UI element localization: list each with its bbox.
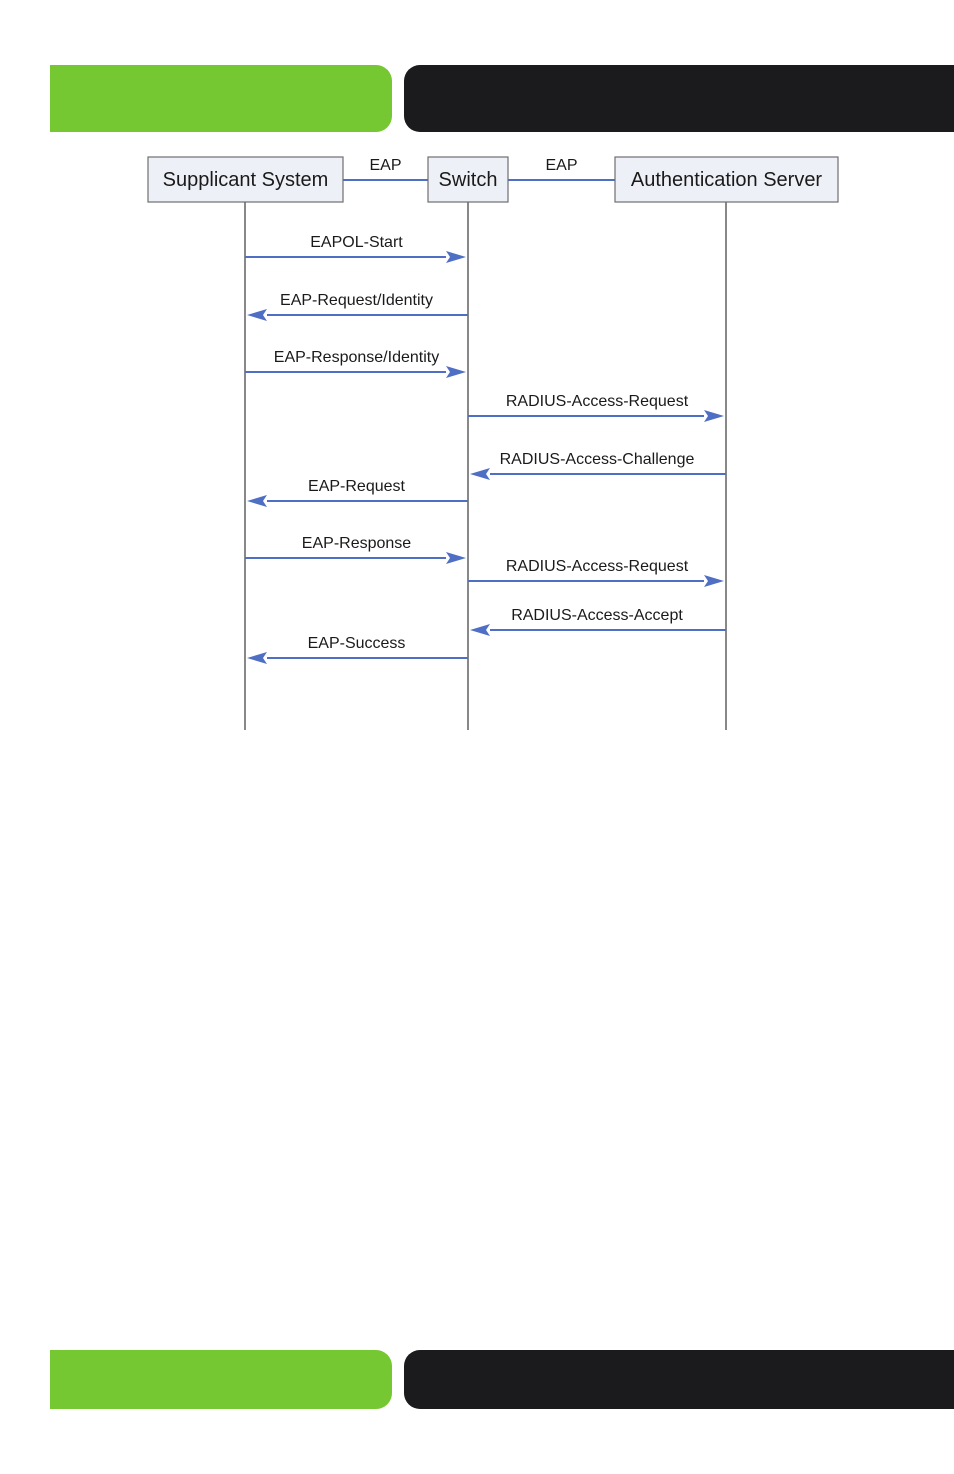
- message-label-1: EAP-Request/Identity: [280, 292, 433, 309]
- message-label-7: RADIUS-Access-Request: [505, 558, 689, 575]
- message-arrowhead-0: [446, 251, 466, 263]
- message-arrowhead-4: [470, 468, 490, 480]
- message-label-9: EAP-Success: [307, 635, 406, 652]
- message-arrowhead-3: [704, 410, 724, 422]
- message-label-3: RADIUS-Access-Request: [505, 393, 689, 410]
- link-label-1: EAP: [545, 157, 578, 174]
- message-arrowhead-8: [470, 624, 490, 636]
- footer-green-band: [50, 1350, 392, 1409]
- message-arrowhead-2: [446, 366, 466, 378]
- message-label-5: EAP-Request: [308, 478, 405, 495]
- link-label-0: EAP: [369, 157, 402, 174]
- message-label-6: EAP-Response: [301, 535, 412, 552]
- message-arrowhead-6: [446, 552, 466, 564]
- actor-label-supplicant: Supplicant System: [162, 169, 329, 191]
- message-label-4: RADIUS-Access-Challenge: [499, 451, 695, 468]
- message-label-0: EAPOL-Start: [310, 234, 403, 251]
- messages: [245, 234, 726, 664]
- footer-dark-band: [404, 1350, 954, 1409]
- message-label-8: RADIUS-Access-Accept: [511, 607, 683, 624]
- message-arrowhead-7: [704, 575, 724, 587]
- actor-label-auth_server: Authentication Server: [630, 169, 823, 191]
- message-label-2: EAP-Response/Identity: [273, 349, 440, 366]
- message-arrowhead-9: [247, 652, 267, 664]
- message-arrowhead-1: [247, 309, 267, 321]
- actor-label-switch: Switch: [438, 169, 498, 191]
- message-arrowhead-5: [247, 495, 267, 507]
- actors: [148, 157, 838, 202]
